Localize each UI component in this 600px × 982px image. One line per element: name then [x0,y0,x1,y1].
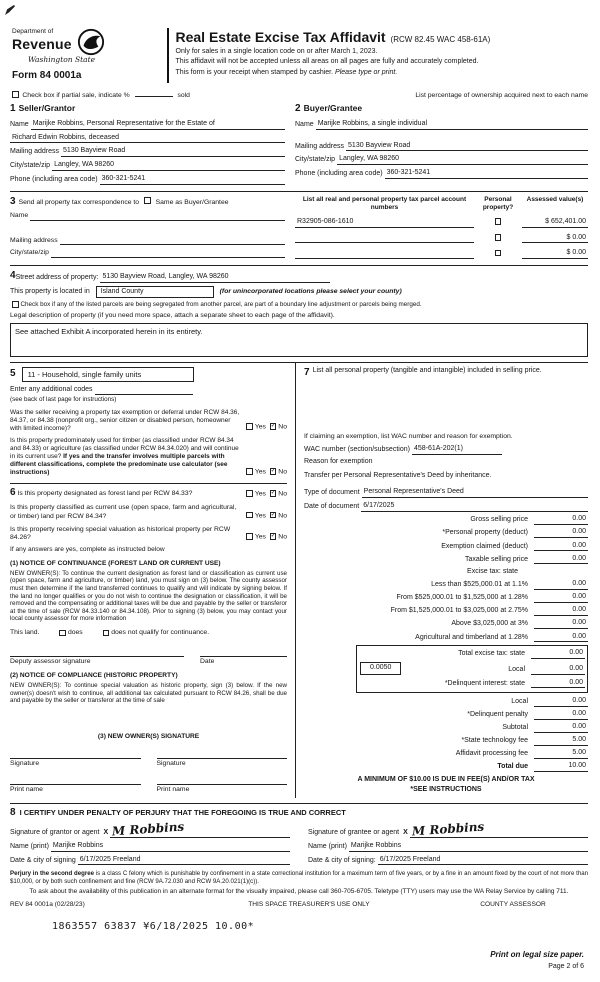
section-certification [10,803,588,866]
grantor-name-field[interactable]: Marijke Robbins [51,842,290,852]
new-owner-print-name-field-1[interactable] [10,777,141,785]
total-excise-state-label: Total excise tax: state [458,650,525,658]
personal-property-deduct-label: *Personal property (deduct) [442,529,528,537]
personal-property-intro: List all personal property (tangible and intangible) included in selling price. [312,366,542,374]
personal-property-checkbox[interactable] [495,234,502,241]
seller-mailing-label: Mailing address [10,148,60,156]
header-note-3-emphasis: Please type or print. [335,68,398,76]
form-title: Real Estate Excise Tax Affidavit [175,29,386,45]
date-of-document-field[interactable]: 6/17/2025 [361,502,588,512]
notice-compliance-title: (2) NOTICE OF COMPLIANCE (HISTORIC PROPERTY) [10,671,178,679]
section-8-number: 8 [10,806,16,818]
header-note-3: This form is your receipt when stamped by cashier. [175,68,334,76]
same-as-buyer-label: Same as Buyer/Grantee [155,198,229,206]
print-name-label: Print name [10,786,43,794]
correspondence-name-label: Name [10,212,29,220]
revenue-name: Revenue [12,36,72,53]
tier2-field[interactable]: 0.00 [534,593,588,603]
washington-state-label: Washington State [28,55,96,64]
no-label: No [278,423,287,431]
additional-codes-label: Enter any additional codes [10,386,93,394]
tier4-field[interactable]: 0.00 [534,619,588,629]
historic-question-text: Is this property receiving special valuation as historical property per RCW 84.26? [10,525,231,542]
seller-name-label: Name [10,120,29,128]
grantor-signature-field[interactable] [110,819,290,839]
assessed-value-field[interactable]: $ 0.00 [522,249,588,259]
if-yes-note: If any answers are yes, complete as instructed below [10,546,165,554]
local-tax-label: Local [508,666,525,674]
total-excise-state-field[interactable]: 0.00 [531,649,585,659]
correspondence-mailing-label: Mailing address [10,236,58,244]
treasurer-use-only-label: THIS SPACE TREASURER'S USE ONLY [248,901,370,909]
buyer-mailing-field[interactable]: 5130 Bayview Road [346,142,588,152]
section-seller [10,103,295,184]
subtotal-field[interactable]: 0.00 [534,723,588,733]
notice-continuance-text: NEW OWNER(S): To continue the current designation as forest land or classification as current use (open space, farm and agriculture, or timber) land, you must sign on (3) below. The county assessor must then determine if the land transferred continues to qualify and will indicate by signing below. If the land no longer qualifies or you do not wish to continue the designation or classification, it will be removed and the compensating or additional taxes will be due and payable by the seller or transferor at the time of sale (RCW 84.33.140 or 84.34.108). Prior to signing (3) below, you may contact your local county assessor for more information [10,569,287,623]
land-use-code-field[interactable]: 11 - Household, single family units [22,367,194,382]
grantor-date-label: Date & city of signing [10,856,76,864]
partial-sale-label: Check box if partial sale, indicate % [22,91,130,99]
excise-tax-state-header: Excise tax: state [467,567,518,575]
assessed-value-field[interactable]: $ 652,401.00 [522,218,588,228]
grantor-x-mark: X [103,829,109,837]
affidavit-processing-fee-label: Affidavit processing fee [455,750,528,758]
exemption-question [10,409,287,433]
personal-property-list-area[interactable] [304,379,588,432]
buyer-city-field[interactable]: Langley, WA 98260 [337,155,588,165]
forest-yes-checkbox[interactable] [246,490,253,497]
legal-description-label: Legal description of property (if you need more space, attach a separate sheet to each page of the affidavit). [10,312,335,320]
local-rate-field[interactable]: 0.0050 [360,662,401,675]
timber-question-text: Is this property predominately used for timber (as classified under RCW 84.34 and 84.33) or agriculture (as classified under RCW 84.34.020) and will continue in its current use? [10,437,239,461]
grantee-date-label: Date & city of signing: [308,856,376,864]
does-checkbox[interactable] [59,630,66,637]
ownership-percentage-note: List percentage of ownership acquired next to each name [415,91,588,99]
seller-phone-field[interactable]: 360-321-5241 [100,175,285,185]
personal-property-deduct-field[interactable]: 0.00 [534,528,588,538]
yes-label: Yes [254,423,266,431]
correspondence-mailing-field[interactable] [60,237,285,245]
correspondence-city-label: City/state/zip [10,249,49,257]
section-1-title: Seller/Grantor [18,103,76,114]
seller-name-field-2[interactable]: Richard Edwin Robbins, deceased [10,134,285,144]
delinquent-interest-state-field[interactable]: 0.00 [531,679,585,689]
notice-continuance-title: (1) NOTICE OF CONTINUANCE (FOREST LAND OR CURRENT USE) [10,559,221,567]
seller-mailing-field[interactable]: 5130 Bayview Road [61,147,285,157]
buyer-city-label: City/state/zip [295,156,336,164]
delinquent-interest-local-label: Local [511,697,528,705]
located-in-label: This property is located in [10,287,90,295]
does-not-checkbox[interactable] [103,630,110,637]
deputy-assessor-date-label: Date [200,658,215,666]
buyer-phone-label: Phone (including area code) [295,170,383,178]
section-property-location [10,265,588,357]
section-4-number: 4 [10,270,16,282]
tier4-label: Above $3,025,000 at 3% [451,620,528,628]
forest-question-text: Is this property designated as forest land per RCW 84.33? [17,490,193,498]
cashier-stamp: 1863557 63837 ¥6/18/2025 10.00* [52,921,255,933]
tier1-label: Less than $525,000.01 at 1.1% [431,581,528,589]
partial-sale-checkbox[interactable] [12,91,19,98]
new-owner-signature-field-1[interactable] [10,751,141,759]
signature-label: Signature [156,759,186,767]
this-land-label: This land. [10,628,40,636]
seller-name-field[interactable]: Marijke Robbins, Personal Representative for the Estate of [31,120,285,130]
additional-codes-field[interactable] [95,387,193,395]
rev-form-number: REV 84 0001a (02/28/23) [10,901,85,909]
correspondence-city-field[interactable] [51,250,285,258]
county-field[interactable]: Island County [96,286,214,299]
correspondence-name-field[interactable] [30,213,285,221]
parcel-row [295,234,588,244]
yes-label: Yes [254,490,266,498]
form-title-rcw: (RCW 82.45 WAC 458-61A) [390,35,491,44]
buyer-phone-field[interactable]: 360-321-5241 [385,169,588,179]
personal-property-header: Personal property? [482,195,514,211]
historic-no-checkbox[interactable]: ✓ [270,533,276,540]
assessed-value-field[interactable]: $ 0.00 [522,234,588,244]
type-of-document-label: Type of document [304,489,360,497]
street-address-field[interactable]: 5130 Bayview Road, Langley, WA 98260 [100,273,330,283]
delinquent-penalty-field[interactable]: 0.00 [534,710,588,720]
deputy-assessor-signature-label: Deputy assessor signature [10,658,91,666]
grantor-signature-label: Signature of grantor or agent [10,829,100,837]
notice-compliance-text: NEW OWNER(S): To continue special valuation as historic property, sign (3) below. If the new owner(s) doesn't wish to continue, all additional tax calculated pursuant to RCW 84.26, shall be due and payable by the seller or transferor at the time of sale [10,681,287,705]
no-label: No [278,512,287,520]
parcel-number-field[interactable] [295,251,474,259]
tier3-field[interactable]: 0.00 [534,606,588,616]
grantor-date-field[interactable]: 6/17/2025 Freeland [78,856,290,866]
grantee-signature-script: M Robbins [411,819,485,839]
certification-statement: I CERTIFY UNDER PENALTY OF PERJURY THAT THE FOREGOING IS TRUE AND CORRECT [19,807,346,817]
type-of-document-field[interactable]: Personal Representative's Deed [362,488,588,498]
header [10,28,588,83]
no-label: No [278,468,287,476]
section-5-number: 5 [10,368,16,380]
does-not-label: does not qualify for continuance. [111,628,210,636]
timber-no-checkbox[interactable]: ✓ [270,468,276,475]
reason-for-exemption-field[interactable]: Transfer per Personal Representative's Deed by inheritance. [304,471,492,479]
minimum-due-note: A MINIMUM OF $10.00 IS DUE IN FEE(S) AND/OR TAX [357,776,535,784]
buyer-name-field[interactable]: Marijke Robbins, a single individual [316,120,588,130]
section-buyer [295,103,588,184]
timber-question [10,437,287,477]
legal-size-note: Print on legal size paper. [490,950,584,960]
section-forest-land [10,483,287,705]
section-6-number: 6 [10,487,16,499]
yes-label: Yes [254,512,266,520]
grantor-name-label: Name (print) [10,842,49,850]
partial-sale-row [10,90,588,100]
grantee-x-mark: X [403,829,408,837]
personal-property-checkbox[interactable] [495,250,502,257]
section-personal-property [296,363,588,798]
alternate-format-note: To ask about the availability of this publication in an alternate format for the visually impaired, please call 360-705-6705. Teletype (TTY) users may use the WA Relay Service by calling 711. [29,888,569,896]
segregated-checkbox[interactable] [12,301,19,308]
signature-label: Signature [10,759,40,767]
taxable-selling-price-label: Taxable selling price [464,555,528,563]
current-use-no-checkbox[interactable]: ✓ [270,511,276,518]
pencil-mark-icon [4,4,16,16]
personal-property-checkbox[interactable] [495,218,502,225]
forest-no-checkbox[interactable]: ✓ [270,490,276,497]
yes-label: Yes [254,468,266,476]
current-use-question-text: Is this property classified as current use (open space, farm and agricultural, or timber) land per RCW 84.34? [10,504,237,520]
grantor-signature-block [10,821,290,865]
total-due-label: Total due [497,763,528,771]
tier3-label: From $1,525,000.01 to $3,025,000 at 2.75% [390,607,528,615]
section-2-number: 2 [295,103,301,115]
section-7-number: 7 [304,366,310,378]
agricultural-label: Agricultural and timberland at 1.28% [415,633,528,641]
county-assessor-label: COUNTY ASSESSOR [480,901,546,909]
exemption-yes-checkbox[interactable] [246,423,253,430]
gross-selling-price-field[interactable]: 0.00 [534,515,588,525]
seller-city-field[interactable]: Langley, WA 98260 [52,161,285,171]
perjury-notice-text: is a class C felony which is punishable by confinement in a state correctional institution for a maximum term of five years, or by a fine in an amount fixed by the court of not more than $10,000, or by both such confinement and fine (RCW 9A.72.030 and RCW 9A.20.021(1)(c)). [10,870,588,885]
department-of-label: Department of [12,28,54,35]
does-label: does [67,628,83,636]
header-note-2: This affidavit will not be accepted unless all areas on all pages are fully and accurately completed. [175,58,479,66]
taxable-selling-price-field[interactable]: 0.00 [534,555,588,565]
delinquent-interest-local-field[interactable]: 0.00 [534,697,588,707]
delinquent-penalty-label: *Delinquent penalty [467,710,528,718]
exemption-claimed-label: Exemption claimed (deduct) [441,542,528,550]
print-name-label: Print name [156,786,190,794]
agricultural-field[interactable]: 0.00 [534,633,588,643]
page-number: Page 2 of 6 [548,963,584,971]
buyer-mailing-label: Mailing address [295,142,345,150]
revenue-logo-icon [77,28,105,56]
additional-codes-note: (see back of last page for instructions) [10,395,117,403]
section-2-title: Buyer/Grantee [303,103,363,114]
unincorporated-note: (for unincorporated locations please select your county) [219,287,402,295]
timber-yes-checkbox[interactable] [246,468,253,475]
header-divider [167,28,169,83]
state-local-tax-box [356,645,588,693]
partial-sale-percent-field[interactable] [135,90,173,97]
grantor-signature-script: M Robbins [111,819,185,839]
yes-label: Yes [254,533,266,541]
subtotal-label: Subtotal [502,724,528,732]
seller-city-label: City/state/zip [10,162,51,170]
new-owner-print-name-field-2[interactable] [157,777,288,785]
segregated-label: Check box if any of the listed parcels are being segregated from another parcel, are part of a boundary line adjustment or parcels being merged. [20,301,422,309]
parcel-number-field[interactable] [295,235,474,243]
parcel-row [295,218,588,228]
parcel-number-field[interactable]: R32905-086-1610 [295,218,474,228]
land-qualify-row [10,629,287,637]
new-owner-signature-field-2[interactable] [157,751,288,759]
grantee-signature-field[interactable] [410,819,588,839]
form-number: Form 84 0001a [12,70,82,82]
parcel-accounts-header: List all real and personal property tax parcel account numbers [302,195,467,211]
parcel-row [295,249,588,259]
section-land-use [10,363,296,798]
seller-phone-label: Phone (including area code) [10,175,98,183]
grantee-date-field[interactable]: 6/17/2025 Freeland [378,856,588,866]
legal-description-field[interactable]: See attached Exhibit A incorporated herein in its entirety. [10,323,588,357]
exemption-claimed-field[interactable]: 0.00 [534,542,588,552]
grantee-name-label: Name (print) [308,842,347,850]
section-3-number: 3 [10,195,16,207]
wac-number-label: WAC number (section/subsection) [304,446,410,454]
header-note-1: Only for sales in a single location code on or after March 1, 2023. [175,48,378,55]
no-label: No [278,533,287,541]
tier1-field[interactable]: 0.00 [534,580,588,590]
buyer-name-label: Name [295,120,314,128]
historic-yes-checkbox[interactable] [246,533,253,540]
timber-question-bold-text: If yes and the transfer involves multiple parcels with different classifications, complete the predominate use calculator (see instructions) [10,453,228,477]
date-of-document-label: Date of document [304,503,360,511]
same-as-buyer-checkbox[interactable] [144,197,151,204]
new-owners-signature-title: (3) NEW OWNER(S) SIGNATURE [97,732,200,740]
state-technology-fee-label: *State technology fee [461,737,528,745]
no-label: No [278,490,287,498]
parcel-table [295,196,588,260]
deputy-assessor-signature-field[interactable] [10,649,184,657]
exemption-question-text: Was the seller receiving a property tax exemption or deferral under RCW 84.36, 84.37, or 84.38 (nonprofit org., senior citizen or disabled person, homeowner with limited income)? [10,408,240,432]
state-technology-fee-field[interactable]: 5.00 [534,736,588,746]
section-1-number: 1 [10,103,16,115]
total-due-field[interactable]: 10.00 [534,762,588,772]
gross-selling-price-label: Gross selling price [470,516,528,524]
local-tax-field[interactable]: 0.00 [531,665,585,675]
see-instructions-note: *SEE INSTRUCTIONS [410,785,482,793]
reason-for-exemption-label: Reason for exemption [304,457,373,465]
deputy-assessor-date-field[interactable] [200,649,287,657]
affidavit-processing-fee-field[interactable]: 5.00 [534,749,588,759]
tier2-label: From $525,000.01 to $1,525,000 at 1.28% [396,594,528,602]
current-use-yes-checkbox[interactable] [246,512,253,519]
street-address-label: Street address of property: [15,273,99,281]
delinquent-interest-state-label: *Delinquent interest: state [444,679,525,687]
section-correspondence [10,196,295,260]
perjury-notice-lead: Perjury in the second degree [10,870,95,878]
exemption-no-checkbox[interactable]: ✓ [270,423,276,430]
grantee-signature-label: Signature of grantee or agent [308,829,400,837]
agency-block [10,28,160,83]
grantee-name-field[interactable]: Marijke Robbins [349,842,588,852]
partial-sale-sold-label: sold [177,91,190,99]
assessed-value-header: Assessed value(s) [526,195,584,203]
wac-number-field[interactable]: 458-61A-202(1) [412,445,502,455]
exemption-claim-note: If claiming an exemption, list WAC number and reason for exemption. [304,432,513,440]
correspondence-label: Send all property tax correspondence to [18,198,140,206]
grantee-signature-block [308,821,588,865]
